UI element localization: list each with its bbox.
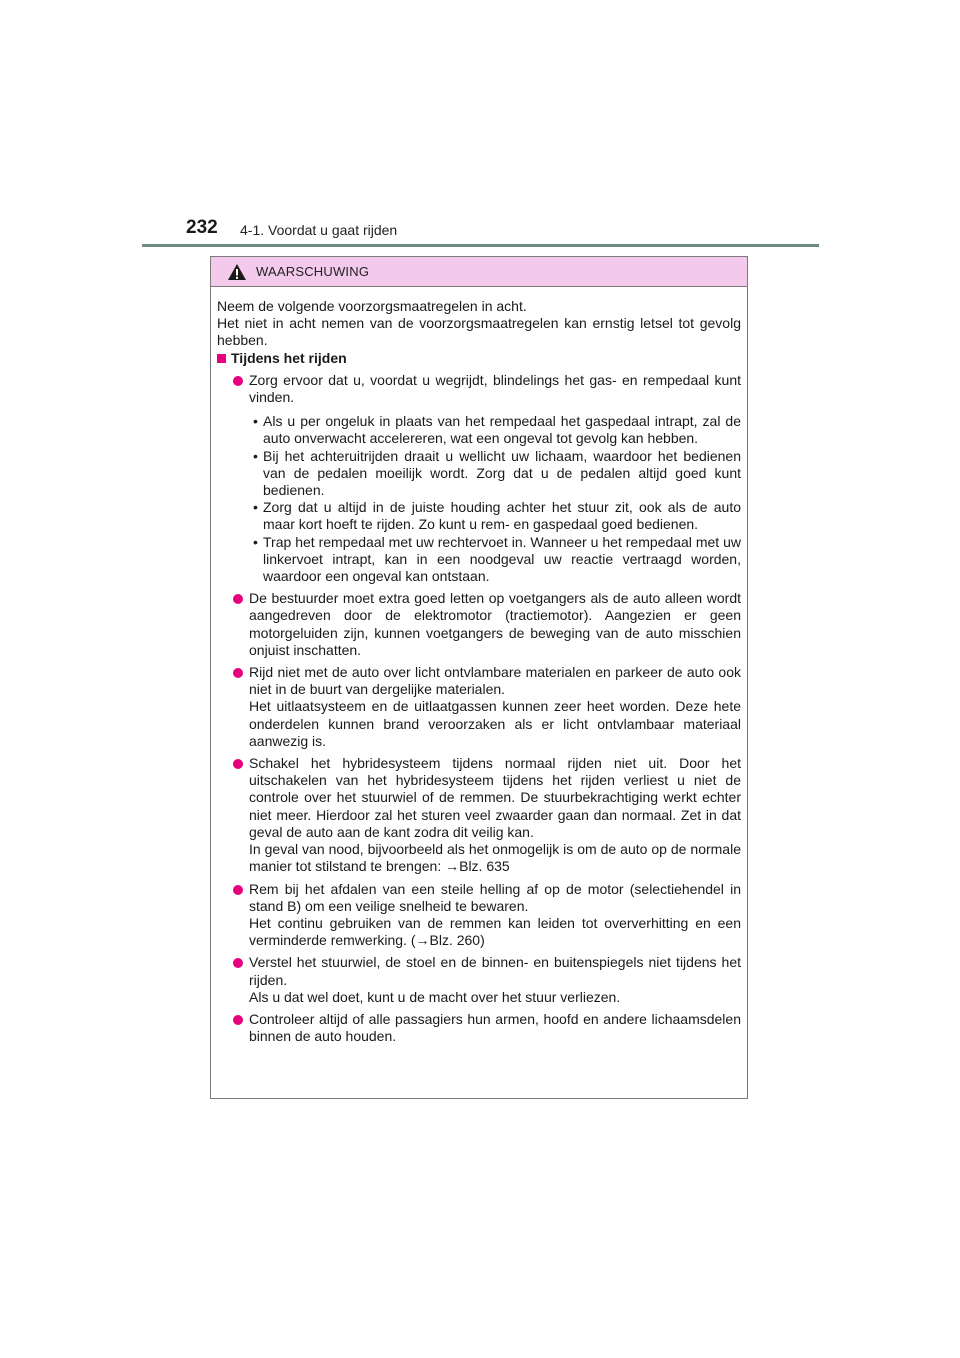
dot-bullet-icon: [233, 958, 243, 968]
warning-title: WAARSCHUWING: [256, 264, 370, 279]
section-title: 4-1. Voordat u gaat rijden: [240, 222, 398, 238]
subitem-text: Als u per ongeluk in plaats van het rempedaal het gaspedaal intrapt, zal de auto onverwacht accelereren, wat een ongeval tot gevolg kan hebben.: [263, 413, 741, 447]
item-text: Als u dat wel doet, kunt u de macht over het stuur verliezen.: [249, 988, 621, 1005]
list-item: [217, 755, 741, 875]
list-item: [217, 1011, 741, 1045]
item-text: Het uitlaatsysteem en de uitlaatgassen kunnen zeer heet worden. Deze hete onderdelen kunnen brand veroorzaken als er licht ontvlambaar materiaal aanwezig is.: [249, 698, 741, 749]
item-text: Verstel het stuurwiel, de stoel en de binnen- en buitenspiegels niet tijdens het rijden.: [249, 954, 741, 988]
header-divider: [142, 244, 819, 247]
item-text: Het continu gebruiken van de remmen kan leiden tot oververhitting en een verminderde remwerking. (→Blz. 260): [249, 914, 741, 949]
subitem-text: Trap het rempedaal met uw rechtervoet in. Wanneer u het rempedaal met uw linkervoet intrapt, kan in een noodgeval uw reactie vertraagd worden, waardoor een ongeval kan ontstaan.: [263, 533, 741, 585]
list-item: [217, 954, 741, 1006]
item-text: In geval van nood, bijvoorbeeld als het onmogelijk is om de auto op de normale manier tot stilstand te brengen: →Blz. 635: [249, 841, 741, 875]
item-text: Zorg ervoor dat u, voordat u wegrijdt, blindelings het gas- en rempedaal kunt vinden.: [249, 371, 741, 406]
warning-triangle-icon: [227, 263, 247, 281]
warning-header: [211, 257, 747, 287]
sublist-item: [217, 499, 741, 533]
square-bullet-icon: [217, 354, 226, 363]
intro-text: Het niet in acht nemen van de voorzorgsmaatregelen kan ernstig letsel tot gevolg hebben.: [217, 315, 741, 349]
bullet-mark: •: [253, 533, 258, 550]
bullet-mark: •: [253, 413, 258, 430]
list-item: [217, 372, 741, 406]
warning-body: [211, 287, 747, 1045]
sublist-item: [217, 413, 741, 447]
list-item: [217, 664, 741, 750]
list-item: [217, 881, 741, 950]
sublist: [217, 413, 741, 585]
dot-bullet-icon: [233, 594, 243, 604]
item-text: Controleer altijd of alle passagiers hun armen, hoofd en andere lichaamsdelen binnen de auto houden.: [249, 1010, 741, 1045]
dot-bullet-icon: [233, 376, 243, 386]
intro-text: Neem de volgende voorzorgsmaatregelen in acht.: [217, 298, 527, 314]
subitem-text: Bij het achteruitrijden draait u wellicht uw lichaam, waardoor het bedienen van de pedalen moeilijk wordt. Zorg dat u de pedalen altijd goed kunt bedienen.: [263, 447, 741, 499]
subheading: [217, 350, 741, 367]
item-text: De bestuurder moet extra goed letten op voetgangers als de auto alleen wordt aangedreven door de elektromotor (tractiemotor). Aangezien er geen motorgeluiden zijn, kunnen voetgangers de beweging van de auto misschien onjuist inschatten.: [249, 590, 741, 658]
list-item: [217, 590, 741, 659]
dot-bullet-icon: [233, 759, 243, 769]
item-text: Rem bij het afdalen van een steile helling af op de motor (selectiehendel in stand B) om een veilige snelheid te bewaren.: [249, 880, 741, 914]
item-text: Schakel het hybridesysteem tijdens normaal rijden niet uit. Door het uitschakelen van het hybridesysteem tijdens het rijden verliest u niet de controle over het stuurwiel of de remmen. De stuurbekrachtiging werkt echter niet meer. Hierdoor zal het sturen veel zwaarder gaan dan normaal. Zet in dat geval de auto aan de kant zodra dit veilig kan.: [249, 755, 741, 840]
dot-bullet-icon: [233, 885, 243, 895]
dot-bullet-icon: [233, 668, 243, 678]
item-text: Rijd niet met de auto over licht ontvlambare materialen en parkeer de auto ook niet in de buurt van dergelijke materialen.: [249, 664, 741, 698]
bullet-mark: •: [253, 499, 258, 516]
warning-box: [210, 256, 748, 1099]
bullet-mark: •: [253, 447, 258, 464]
dot-bullet-icon: [233, 1015, 243, 1025]
sublist-item: [217, 534, 741, 586]
subheading-label: Tijdens het rijden: [231, 349, 347, 366]
sublist-item: [217, 448, 741, 500]
subitem-text: Zorg dat u altijd in de juiste houding achter het stuur zit, ook als de auto maar kort hoeft te rijden. Zo kunt u rem- en gaspedaal goed bedienen.: [263, 499, 741, 533]
page-number: 232: [186, 217, 218, 238]
